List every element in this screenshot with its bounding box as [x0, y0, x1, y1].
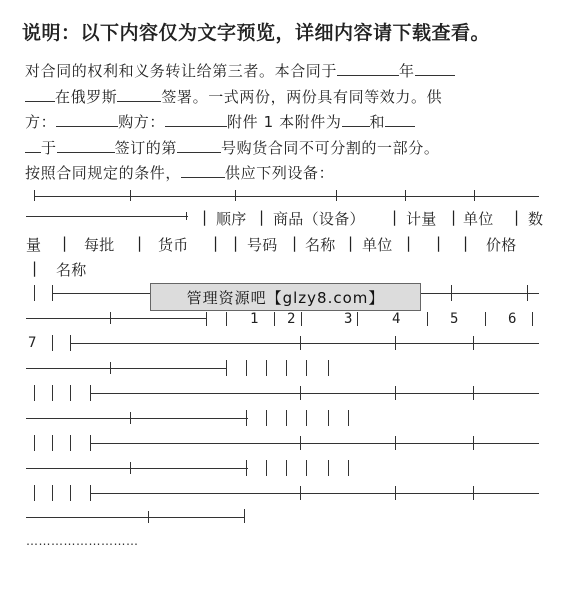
table-header-cell: | [259, 208, 265, 226]
table-rule [300, 486, 301, 500]
table-header-cell: | [436, 234, 442, 252]
table-rule [306, 360, 307, 376]
table-header-cell: 单位 [463, 210, 494, 228]
column-number: 2 [287, 311, 296, 327]
table-header-cell: | [392, 208, 398, 226]
column-number: 4 [392, 311, 401, 327]
table-rule [90, 493, 539, 494]
table-header-cell: | [292, 234, 298, 252]
table-rule [52, 485, 53, 501]
table-header-cell: 号码 [247, 236, 278, 254]
table-rule [336, 190, 337, 201]
table-rule [348, 460, 349, 476]
table-rule [34, 435, 35, 451]
table-header-cell: 商品（设备） [273, 210, 365, 228]
table-rule [244, 509, 245, 523]
table-header-cell: | [348, 234, 354, 252]
table-rule [306, 460, 307, 476]
table-rule [70, 435, 71, 451]
table-rule [527, 285, 528, 301]
table-rule [473, 436, 474, 450]
table-header-cell: 数 [528, 210, 544, 228]
table-rule [300, 436, 301, 450]
table-rule [130, 412, 131, 424]
table-rule [306, 410, 307, 426]
table-rule [70, 485, 71, 501]
table-header-cell: 每批 [84, 236, 115, 254]
table-rule [130, 462, 131, 474]
table-rule [395, 486, 396, 500]
table-rule [34, 385, 35, 401]
continuation-ellipsis: ……………………… [26, 534, 139, 548]
table-rule [246, 410, 247, 426]
table-header-cell: | [62, 234, 68, 252]
table-header-cell: 单位 [362, 236, 393, 254]
table-rule [130, 190, 131, 201]
table-rule [246, 360, 247, 376]
text-inseparable: 号购货合同不可分割的一部分。 [221, 138, 440, 157]
table-rule [226, 360, 227, 376]
table-header-cell: | [233, 234, 239, 252]
table-header-cell: 价格 [486, 236, 517, 254]
table-header-cell: | [32, 259, 38, 277]
table-header-cell: | [406, 234, 412, 252]
table-rule [301, 312, 302, 326]
table-rule [485, 312, 486, 326]
table-rule [405, 190, 406, 201]
table-header-cell: 计量 [406, 210, 437, 228]
table-rule [26, 418, 248, 419]
table-rule [34, 196, 539, 197]
table-rule [328, 360, 329, 376]
table-rule [395, 436, 396, 450]
text-on: 于 [41, 138, 57, 157]
column-number: 5 [450, 311, 459, 327]
table-rule [110, 362, 111, 374]
table-rule [395, 336, 396, 350]
table-rule [348, 410, 349, 426]
table-rule [110, 312, 111, 324]
table-rule [474, 190, 475, 201]
table-rule [52, 435, 53, 451]
text-annex: 附件 1 本附件为 [227, 113, 342, 131]
table-rule [34, 485, 35, 501]
table-rule [90, 443, 539, 444]
table-rule [90, 393, 539, 394]
table-header-cell: 货币 [158, 236, 189, 254]
text-supply: 供应下列设备： [225, 164, 335, 182]
table-rule [451, 285, 452, 301]
table-header-cell: 顺序 [216, 210, 247, 228]
table-rule [427, 312, 428, 326]
column-number: 3 [344, 311, 353, 327]
table-rule [300, 336, 301, 350]
table-rule [266, 360, 267, 376]
table-rule [26, 318, 206, 319]
table-rule [328, 410, 329, 426]
table-rule [206, 312, 207, 326]
text-in-russia: 在俄罗斯 [55, 87, 118, 106]
table-header-cell: | [451, 208, 457, 226]
table-rule [357, 312, 358, 326]
table-rule [26, 468, 248, 469]
table-rule [148, 511, 149, 523]
text-buyer: 购方： [118, 113, 166, 131]
table-rule [532, 312, 533, 326]
table-rule [266, 460, 267, 476]
table-rule [26, 368, 226, 369]
table-rule [186, 212, 187, 220]
text-signed-no: 签订的第 [114, 138, 178, 157]
table-header-cell: 量 [26, 236, 42, 254]
column-number: 7 [28, 335, 37, 351]
table-header-cell: | [137, 234, 143, 252]
table-rule [70, 343, 539, 344]
text-conditions: 按照合同规定的条件， [25, 164, 182, 182]
text-assign-rights: 对合同的权利和义务转让给第三者。本合同于 [25, 62, 338, 80]
table-header-cell: 名称 [305, 236, 336, 254]
table-rule [395, 386, 396, 400]
table-rule [286, 410, 287, 426]
text-supplier: 方： [25, 113, 57, 131]
preview-notice: 说明：以下内容仅为文字预览，详细内容请下载查看。 [22, 22, 491, 44]
table-header-cell: | [202, 208, 208, 226]
table-rule [286, 360, 287, 376]
table-rule [274, 312, 275, 326]
table-header-cell: | [514, 208, 520, 226]
table-rule [286, 460, 287, 476]
table-rule [300, 386, 301, 400]
table-rule [473, 336, 474, 350]
text-signed: 签署。一式两份，两份具有同等效力。供 [161, 87, 443, 106]
text-year: 年 [399, 62, 415, 80]
table-header-cell: | [463, 234, 469, 252]
table-rule [52, 385, 53, 401]
table-rule [26, 216, 188, 217]
column-number: 6 [508, 311, 517, 327]
site-watermark: 管理资源吧【glzy8.com】 [150, 283, 421, 311]
table-rule [473, 386, 474, 400]
table-rule [328, 460, 329, 476]
table-header-cell: | [213, 234, 219, 252]
table-rule [266, 410, 267, 426]
table-rule [70, 385, 71, 401]
table-rule [473, 486, 474, 500]
column-number: 1 [250, 311, 259, 327]
text-and: 和 [369, 113, 386, 131]
table-rule [26, 517, 244, 518]
table-header-cell: 名称 [56, 261, 87, 279]
table-rule [246, 460, 247, 476]
table-rule [235, 190, 236, 201]
table-rule [52, 335, 53, 351]
table-rule [34, 285, 35, 301]
table-rule [226, 312, 227, 326]
